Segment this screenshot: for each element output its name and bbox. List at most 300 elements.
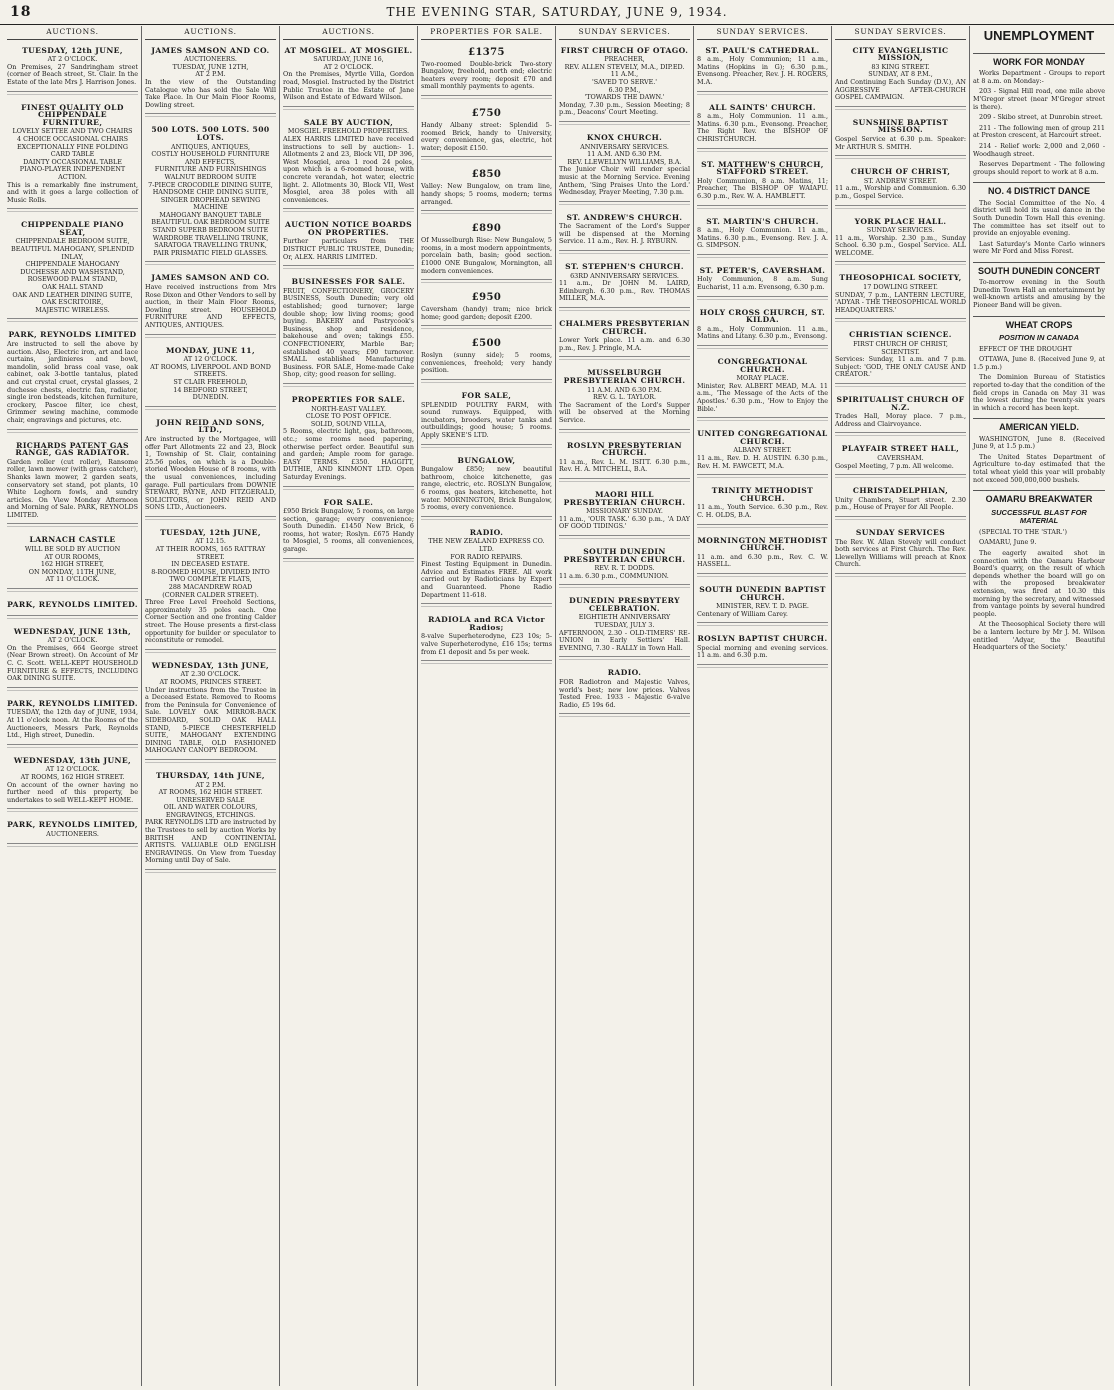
ad-line: 83 KING STREET. xyxy=(871,62,930,71)
ad-body: 8 a.m., Holy Communion; 11 a.m., Matins (Hopkins in G); 6.30 p.m., Evensong. Preacher, Rev. J. H. ROGERS, M.A. xyxy=(697,55,828,86)
unemployment-headline: UNEMPLOYMENT xyxy=(983,28,1095,43)
advertisement xyxy=(283,275,414,384)
ad-title: RADIO. xyxy=(607,668,642,678)
ad-line: 11 A.M., xyxy=(610,70,639,79)
ad-line: UNRESERVED SALE xyxy=(176,795,245,804)
ad-line: 'TOWARDS THE DAWN.' xyxy=(584,93,665,102)
news-paragraph: Works Department - Groups to report at 8 a.m. on Monday:- xyxy=(973,69,1105,85)
advertisement xyxy=(145,123,276,262)
ad-body: SPLENDID POULTRY FARM, with sound runways. Equipped, with incubators, brooders, water tanks and outbuildings; good house; 5 rooms. Apply SKENE'S LTD. xyxy=(421,400,552,440)
text-filler xyxy=(559,587,690,592)
page-number: 18 xyxy=(10,4,32,20)
text-filler xyxy=(697,348,828,353)
ad-body: Are instructed by the Mortgagee, will offer Part Allotments 22 and 23, Block 1, Township of St. Clair, containing 25.56 poles, on which is a Double-storied Wooden House of 8 rooms, with the usual conveniences, including garage. Full particulars from DOWNIE STEWART, PAYNE, AND FITZGERALD, SOLICITORS, or JOHN REID AND SONS LTD., Auctioneers. xyxy=(145,434,276,512)
ad-line: 8-ROOMED HOUSE, DIVIDED INTO TWO COMPLETE FLATS, xyxy=(151,567,270,584)
news-headline: NO. 4 DISTRICT DANCE xyxy=(973,182,1105,199)
ad-line: WILL BE SOLD BY AUCTION xyxy=(24,545,121,554)
ad-body: The Sacrament of the Lord's Supper will be observed at the Morning Service. xyxy=(559,400,690,424)
ad-body: 11 a.m., Rev. L. M. ISITT. 6.30 p.m., Rev. H. A. MITCHELL, B.A. xyxy=(559,457,690,474)
column-heading: SUNDAY SERVICES. xyxy=(835,26,966,40)
column-heading: AUCTIONS. xyxy=(145,26,276,40)
ad-title: £850 xyxy=(471,169,502,181)
advertisement xyxy=(7,818,138,843)
ad-body: Gospel Meeting, 7 p.m. All welcome. xyxy=(835,461,954,470)
ad-line: ST CLAIR FREEHOLD, xyxy=(173,377,248,386)
news-paragraph: OTTAWA, June 8. (Received June 9, at 1.5 p.m.) xyxy=(973,355,1105,371)
text-filler xyxy=(145,872,276,877)
text-filler xyxy=(697,625,828,630)
advertisement xyxy=(421,454,552,517)
news-paragraph: The eagerly awaited shot in connection with the Oamaru Harbour Board's quarry, on the result of which depends whether the board will go on with the proposed breakwater extension, was fired at 10.30 this morning by the secretary, and witnessed from vantage points by several hundred people. xyxy=(973,549,1105,618)
advertisement xyxy=(7,598,138,616)
advertisement xyxy=(7,44,138,92)
text-filler xyxy=(835,386,966,391)
ad-title: PROPERTIES FOR SALE. xyxy=(291,394,406,404)
ad-title: CHRISTIAN SCIENCE. xyxy=(849,330,952,340)
advertisement xyxy=(835,165,966,205)
text-filler xyxy=(145,116,276,121)
text-filler xyxy=(283,489,414,494)
text-filler xyxy=(559,432,690,437)
advertisement xyxy=(835,393,966,433)
column-auctions-2 xyxy=(142,26,280,1386)
ad-title: PARK, REYNOLDS LIMITED. xyxy=(7,600,138,610)
text-filler xyxy=(421,447,552,452)
ad-title: MONDAY, JUNE 11, xyxy=(166,345,255,355)
advertisement xyxy=(145,769,276,870)
ad-title: MAORI HILL PRESBYTERIAN CHURCH. xyxy=(563,489,686,507)
ad-line: THE NEW ZEALAND EXPRESS CO. LTD. xyxy=(428,537,545,553)
column-auctions-1 xyxy=(4,26,142,1386)
ad-title: TRINITY METHODIST CHURCH. xyxy=(711,486,814,503)
ad-line: (CORNER CALDER STREET). xyxy=(162,590,259,599)
advertisement xyxy=(697,44,828,92)
advertisement xyxy=(7,697,138,745)
ad-body: PARK REYNOLDS LTD are instructed by the Trustees to sell by auction Works by BRITISH AND CONTINENTAL ARTISTS. VALUABLE OLD ENGLISH ENGRAVINGS. On View from Tuesday Morning until Day of Sale. xyxy=(145,818,276,865)
advertisement xyxy=(7,533,138,589)
text-filler xyxy=(835,519,966,524)
advertisement xyxy=(697,158,828,206)
ad-line: AT 12.15. xyxy=(195,537,226,546)
ad-body: AFTERNOON, 2.30 - OLD-TIMERS' RE-UNION in Early Settlers' Hall. EVENING, 7.30 - RALLY in Town Hall. xyxy=(559,628,690,652)
ad-line: SUNDAY SERVICES. xyxy=(866,226,935,235)
advertisement xyxy=(559,666,690,714)
news-subheadline: POSITION IN CANADA xyxy=(998,332,1079,342)
news-paragraph: To-morrow evening in the South Dunedin Town Hall an entertainment by well-known artists and amusing by the Pioneer Band will be given. xyxy=(973,278,1105,310)
ad-line: IN DECEASED ESTATE. xyxy=(171,560,250,569)
news-paragraph: 203 - Signal Hill road, one mile above M'Gregor street (near M'Gregor street is there). xyxy=(973,87,1105,111)
ad-line: DAINTY OCCASIONAL TABLE xyxy=(23,157,122,166)
ad-body: Under instructions from the Trustee in a Deceased Estate. Removed to Rooms from the Peninsula for Convenience of Sale. LOVELY OAK MIRROR-BACK SIDEBOARD, SOLID OAK HALL STAND, 5-PIECE CHESTERFIELD SUITE, MAHOGANY EXTENDING DINING TABLE, OLD FASHIONED MAHOGANY CANOPY BEDROOM. xyxy=(145,685,276,755)
ad-body: Finest Testing Equipment in Dunedin. Advice and Estimates FREE. All work carried out by Radioticians by Expert and Guaranteed. Phone Radio Department 11-618. xyxy=(421,560,552,599)
ad-title: FINEST QUALITY OLD CHIPPENDALE FURNITURE, xyxy=(21,102,124,127)
ad-line: REV. G. L. TAYLOR. xyxy=(592,393,657,402)
column-sunday-services-3 xyxy=(832,26,970,1386)
text-filler xyxy=(421,328,552,333)
advertisement xyxy=(7,625,138,688)
ad-line: 11 A.M. AND 6.30 P.M. xyxy=(587,385,662,394)
text-filler xyxy=(283,268,414,273)
ad-line: AT 2 O'CLOCK. xyxy=(323,62,374,71)
ad-body: 8 a.m., Holy Communion. 11 a.m., Matins. 6.30 p.m., Evensong. Preacher, The Right Rev. the BISHOP OF CHRISTCHURCH. xyxy=(697,112,828,143)
text-filler xyxy=(283,109,414,114)
advertisement xyxy=(145,659,276,760)
ad-title: CHIPPENDALE PIANO SEAT, xyxy=(21,220,124,237)
text-filler xyxy=(7,211,138,216)
advertisement xyxy=(559,211,690,251)
ad-body: Are instructed to sell the above by auction. Also, Electric iron, art and lace curtains, jardinieres and bowl, mandolin, solid brass coal vase, oak cabinet, oak 3-bottle tantalus, plated and cut crystal cruet, crystal glasses, 2 duchesse chests, electric fan, radiator, single iron bedsteads, kitchen furniture, crockery, Pascoe filter, ice chest, Grimmer sewing machine, commode chair, engravings and pictures, etc. xyxy=(7,340,138,424)
column-sunday-services-1 xyxy=(556,26,694,1386)
ad-body: This is a remarkably fine instrument, and with it goes a large collection of Music Rolls. xyxy=(7,180,138,204)
text-filler xyxy=(697,576,828,581)
ad-line: AT 2 O'CLOCK. xyxy=(47,636,98,645)
ad-body: The Sacrament of the Lord's Supper will be dispensed at the Morning Service. 11 a.m., Rev. H. J. RYBURN. xyxy=(559,222,690,246)
ad-title: AT MOSGIEL. AT MOSGIEL. xyxy=(284,45,413,55)
ad-line: ALBANY STREET. xyxy=(733,446,792,455)
text-filler xyxy=(697,299,828,304)
ad-line: FOR RADIO REPAIRS. xyxy=(450,552,523,561)
ad-title: CITY EVANGELISTIC MISSION, xyxy=(852,45,949,63)
ad-title: ROSLYN BAPTIST CHURCH. xyxy=(697,634,828,644)
ad-line: 17 DOWLING STREET. xyxy=(863,283,938,292)
ad-body: Two-roomed Double-brick Two-story Bungalow, freehold, north end; electric heaters every room; deposit £70 and small monthly payments to agents. xyxy=(421,59,552,91)
ad-line: AT 2 O'CLOCK. xyxy=(47,55,98,64)
ad-body: Valley: New Bungalow, on tram line, handy shops; 5 rooms, modern; terms arranged. xyxy=(421,182,552,206)
ad-title: JOHN REID AND SONS, LTD., xyxy=(156,417,265,435)
ad-title: UNITED CONGREGATIONAL CHURCH. xyxy=(697,429,828,446)
ad-line: MINISTER, REV. T. D. PAGE. xyxy=(716,602,809,611)
column-heading: AUCTIONS. xyxy=(7,26,138,40)
advertisement xyxy=(835,271,966,319)
ad-title: ST. PAUL'S CATHEDRAL. xyxy=(705,45,820,55)
advertisement xyxy=(283,218,414,266)
ad-title: BUSINESSES FOR SALE. xyxy=(291,277,406,287)
ad-body: On Premises, 27 Sandringham street (corner of Beach street, St. Clair. In the Estate of the late Mrs J. Harrison Jones. xyxy=(7,62,138,86)
ad-title: YORK PLACE HALL. xyxy=(854,216,947,226)
ad-line: EIGHTIETH ANNIVERSARY xyxy=(578,613,671,622)
news-paragraph: EFFECT OF THE DROUGHT xyxy=(979,344,1073,353)
ad-body: Trades Hall, Moray place. 7 p.m., Address and Clairvoyance. xyxy=(835,412,966,428)
ad-body: On the Premises, 664 George street (Near Brown street). On Account of Mr C. C. Scott. WELL-KEPT HOUSEHOLD FURNITURE & EFFECTS, INCLUDING OAK DINING SUITE. xyxy=(7,643,138,683)
ad-line: 14 BEDFORD STREET, xyxy=(173,385,248,394)
text-filler xyxy=(697,257,828,262)
text-filler xyxy=(697,208,828,213)
text-filler xyxy=(7,432,138,437)
ad-body: Lower York place. 11 a.m. and 6.30 p.m., Rev. J. Pringle, M.A. xyxy=(559,336,690,352)
text-filler xyxy=(559,310,690,315)
text-filler xyxy=(835,264,966,269)
ad-title: ST. ANDREW'S CHURCH. xyxy=(566,212,683,222)
ad-body: 8-valve Superheterodyne, £23 10s; 5-valve Superheterodyne, £16 15s; terms from £1 deposit and 5s per week. xyxy=(421,632,552,656)
column-auctions-3 xyxy=(280,26,418,1386)
ad-body: On account of the owner having no further need of this property, be undertakes to sell WELL-KEPT HOME. xyxy=(7,780,138,804)
text-filler xyxy=(145,519,276,524)
text-filler xyxy=(559,481,690,486)
ad-title: £500 xyxy=(471,338,502,350)
text-filler xyxy=(559,359,690,364)
ad-line: AT 2.30 O'CLOCK. xyxy=(180,670,241,679)
advertisement xyxy=(421,389,552,445)
ad-title: THEOSOPHICAL SOCIETY, xyxy=(839,273,962,283)
ad-line: FIRST CHURCH OF CHRIST, SCIENTIST. xyxy=(853,340,948,356)
advertisement xyxy=(421,166,552,211)
text-filler xyxy=(283,211,414,216)
ad-title: ST. PETER'S, CAVERSHAM. xyxy=(699,265,826,275)
column-heading: AUCTIONS. xyxy=(283,26,414,40)
ad-body: 11 a.m., Rev. D. H. AUSTIN. 6.30 p.m., Rev. H. M. FAWCETT, M.A. xyxy=(697,453,828,470)
ad-title: SUNDAY SERVICES xyxy=(855,527,946,537)
ad-line: SOLID, SOUND VILLA, xyxy=(310,419,387,428)
ad-line: ANTIQUES, ANTIQUES, xyxy=(171,142,250,151)
ad-title: RADIOLA and RCA Victor Radios; xyxy=(428,615,545,632)
ad-line: FURNITURE AND FURNISHINGS xyxy=(154,165,267,174)
ad-title: CHURCH OF CHRIST, xyxy=(850,167,951,177)
ad-body: ALEX HARRIS LIMITED have received instructions to sell by auction:- 1. Allotments 2 and 23, Block VII, DP 396, West Mosgiel, area 1 rood 24 poles, upon which is a 6-roomed house, with concrete verandah, hot water, electric light. 2. Allotments 30, Block VII, West Mosgiel, area 38 poles with all conveniences. xyxy=(283,134,414,204)
ad-body: 8 a.m., Holy Communion. 11 a.m., Matins and Litany. 6.30 p.m., Evensong. xyxy=(697,324,828,341)
ad-title: ST. STEPHEN'S CHURCH. xyxy=(565,262,684,272)
ad-title: FOR SALE. xyxy=(323,497,374,507)
column-sunday-services-2 xyxy=(694,26,832,1386)
ad-line: MAJESTIC WIRELESS. xyxy=(35,305,110,314)
ad-line: COSTLY HOUSEHOLD FURNITURE AND EFFECTS, xyxy=(151,150,270,166)
ad-line: LOVELY SETTEE AND TWO CHAIRS xyxy=(12,127,133,136)
ad-line: PAIR PRISMATIC FIELD GLASSES. xyxy=(153,248,268,257)
ad-line: DUNEDIN. xyxy=(192,393,229,402)
text-filler xyxy=(7,321,138,326)
text-filler xyxy=(145,762,276,767)
advertisement xyxy=(7,218,138,319)
ad-title: RICHARDS PATENT GAS RANGE, GAS RADIATOR. xyxy=(15,440,130,458)
text-filler xyxy=(421,98,552,103)
text-filler xyxy=(835,109,966,114)
ad-line: AT 11 O'CLOCK. xyxy=(45,575,100,584)
ad-body: On the Premises, Myrtle Villa, Gordon road, Mosgiel. Instructed by the District Public Trustee in the Estate of Jane Wilson and Estate of Edward Wilson. xyxy=(283,70,414,102)
text-filler xyxy=(7,747,138,752)
ad-line: AUCTIONEERS. xyxy=(46,829,99,838)
ad-line: AT 2 P.M. xyxy=(195,70,226,79)
text-filler xyxy=(559,659,690,664)
ad-line: REV. R. T. DODDS. xyxy=(594,564,655,573)
text-filler xyxy=(145,409,276,414)
ad-title: £1375 xyxy=(468,46,505,58)
text-filler xyxy=(421,519,552,524)
ad-body: Centenary of William Carey. xyxy=(697,609,788,618)
news-paragraph: 209 - Skibo street, at Dunrobin street. xyxy=(979,113,1103,122)
advertisement xyxy=(283,116,414,210)
text-filler xyxy=(697,94,828,99)
ad-body: The Rev. W. Allan Stevely will conduct both services at First Church. The Rev. Llewellyn Williams will preach at Knox Church. xyxy=(835,537,966,569)
text-filler xyxy=(283,561,414,566)
ad-body: 11 a.m., 'OUR TASK.' 6.30 p.m., 'A DAY OF GOOD TIDINGS.' xyxy=(559,514,690,531)
text-filler xyxy=(7,94,138,99)
ad-title: SPIRITUALIST CHURCH OF N.Z. xyxy=(836,395,965,412)
ad-line: OIL AND WATER COLOURS, ENGRAVINGS, ETCHINGS. xyxy=(163,803,258,819)
ad-line: OAK HALL STAND xyxy=(42,283,103,292)
ad-title: LARNACH CASTLE xyxy=(29,535,116,545)
ad-body: Further particulars from THE DISTRICT PUBLIC TRUSTEE, Dunedin; Or, ALEX. HARRIS LIMITED. xyxy=(283,237,414,261)
text-filler xyxy=(421,213,552,218)
advertisement xyxy=(835,215,966,263)
ad-line: SATURDAY, JUNE 16, xyxy=(313,55,384,64)
ad-title: WEDNESDAY, 13th JUNE, xyxy=(13,755,132,765)
ad-line: STAND SUPERB BEDROOM SUITE xyxy=(152,226,269,235)
ad-line: CHIPPENDALE MAHOGANY DUCHESSE AND WASHSTAND, xyxy=(20,260,125,276)
advertisement xyxy=(145,271,276,334)
newspaper-title: THE EVENING STAR, SATURDAY, JUNE 9, 1934. xyxy=(386,5,728,19)
advertisement xyxy=(559,594,690,657)
advertisement xyxy=(421,289,552,326)
ad-body: And Continuing Each Sunday (D.V.), AN AGGRESSIVE AFTER-CHURCH GOSPEL CAMPAIGN. xyxy=(835,77,966,102)
ad-line: AT 12 O'CLOCK. xyxy=(183,355,238,364)
advertisement xyxy=(421,105,552,157)
ad-title: FOR SALE, xyxy=(461,391,512,401)
ad-title: PARK, REYNOLDS LIMITED xyxy=(8,330,137,340)
ad-body: TUESDAY, the 12th day of JUNE, 1934, At 11 o'clock noon. At the Rooms of the Auctioneers, Messrs Park, Reynolds Ltd., High street, Dunedin. xyxy=(7,708,138,740)
ad-title: CONGREGATIONAL CHURCH. xyxy=(717,357,808,374)
ad-title: PLAYFAIR STREET HALL, xyxy=(841,444,960,454)
ad-title: PARK, REYNOLDS LIMITED. xyxy=(7,698,138,708)
ad-line: CLOSE TO POST OFFICE. xyxy=(305,412,392,421)
advertisement xyxy=(7,101,138,210)
news-subheadline: SUCCESSFUL BLAST FOR MATERIAL xyxy=(991,507,1087,526)
text-filler xyxy=(7,811,138,816)
ad-body: 11 a.m. and 6.30 p.m., Rev. C. W. HASSELL. xyxy=(697,552,828,569)
ad-body: FOR Radiotron and Majestic Valves, world's best; new low prices. Valves Tested Free. 1933 - Majestic 6-valve Radio, £5 19s 6d. xyxy=(559,678,690,709)
advertisement xyxy=(559,488,690,536)
text-filler xyxy=(835,208,966,213)
ad-body: Bungalow £850; new beautiful bathroom, choice kitchenette, gas range, electric, etc. ROSLYN Bungalow, 6 rooms, gas heaters, kitchenette, hot water. MORNINGTON, Brick Bungalow, 5 rooms, every convenience. xyxy=(421,465,552,512)
advertisement xyxy=(835,484,966,517)
ad-title: WEDNESDAY, 13th JUNE, xyxy=(151,660,270,670)
ad-line: ROSEWOOD PALM STAND, xyxy=(27,275,118,284)
ad-line: OAK ESCRITOIRE, xyxy=(41,298,104,307)
text-filler xyxy=(697,151,828,156)
ad-line: PREACHER, xyxy=(604,55,645,64)
ad-title: TUESDAY, 12th JUNE, xyxy=(160,527,261,537)
advertisement xyxy=(697,427,828,475)
advertisement xyxy=(697,215,828,255)
advertisement xyxy=(835,116,966,156)
ad-line: AT ROOMS, 162 HIGH STREET. xyxy=(158,788,263,797)
ad-title: BUNGALOW, xyxy=(457,455,516,465)
text-filler xyxy=(559,253,690,258)
ad-body: Have received instructions from Mrs Rose Dixon and Other Vendors to sell by auction, in their Main Floor Rooms, Dowling street. HOUSEHOLD FURNITURE AND EFFECTS, ANTIQUES, ANTIQUES. xyxy=(145,283,276,329)
advertisement xyxy=(421,613,552,661)
ad-body: 8 a.m., Holy Communion. 11 a.m., Matins. 6.30 p.m., Evensong. Rev. J. A. G. SIMPSON. xyxy=(697,226,828,250)
ad-title: FIRST CHURCH OF OTAGO. xyxy=(560,45,689,55)
text-filler xyxy=(697,527,828,532)
ad-body: 5 Rooms, electric light, gas, bathroom, etc.; some rooms need papering, otherwise perfect order. Beautiful sun and garden; Ample room for garage. EASY TERMS. £350. HAGGITT, DUTHIE, AND KINMONT LTD. Open Saturday Evenings. xyxy=(283,427,414,481)
text-filler xyxy=(421,382,552,387)
ad-title: DUNEDIN PRESBYTERY CELEBRATION. xyxy=(569,596,680,613)
news-paragraph: 211 - The following men of group 211 at Preston crescent, at Harcourt street. xyxy=(973,123,1105,140)
ad-line: WARDROBE TRAVELLING TRUNK, xyxy=(152,233,269,242)
advertisement xyxy=(421,526,552,604)
ad-body: Caversham (handy) tram; nice brick home; good garden; deposit £200. xyxy=(421,305,552,321)
advertisement xyxy=(283,393,414,487)
ad-line: AT 12 O'CLOCK. xyxy=(45,765,100,774)
advertisement xyxy=(835,442,966,475)
ad-body: 11 a.m., Worship. 2.30 p.m., Sunday School. 6.30 p.m., Gospel Service. ALL WELCOME. xyxy=(835,233,966,257)
news-paragraph: (SPECIAL TO THE 'STAR.') xyxy=(979,527,1067,536)
text-filler xyxy=(697,420,828,425)
ad-title: £950 xyxy=(471,292,502,304)
ad-line: PIANO-PLAYER INDEPENDENT ACTION. xyxy=(19,165,126,181)
column-heading: SUNDAY SERVICES. xyxy=(559,26,690,40)
ad-title: JAMES SAMSON AND CO. xyxy=(151,45,270,55)
advertisement xyxy=(145,44,276,115)
ad-title: KNOX CHURCH. xyxy=(586,132,663,142)
text-filler xyxy=(7,690,138,695)
ad-title: AUCTION NOTICE BOARDS ON PROPERTIES. xyxy=(284,220,413,237)
text-filler xyxy=(421,663,552,668)
ad-line: AT ROOMS, 162 HIGH STREET. xyxy=(20,772,125,781)
ad-line: 162 HIGH STREET, xyxy=(40,560,105,569)
ad-title: JAMES SAMSON AND CO. xyxy=(151,273,270,283)
news-headline: WORK FOR MONDAY xyxy=(973,53,1105,70)
ad-title: SOUTH DUNEDIN BAPTIST CHURCH. xyxy=(699,584,826,602)
ad-line: TUESDAY, JULY 3. xyxy=(594,621,655,630)
news-headline: WHEAT CROPS xyxy=(973,316,1105,333)
ad-title: £750 xyxy=(471,107,502,119)
ad-line: TUESDAY, JUNE 12TH, xyxy=(172,62,249,71)
ad-line: HANDSOME CHIP. DINING SUITE, xyxy=(152,188,269,197)
ad-body: 11 a.m., Youth Service. 6.30 p.m., Rev. C. H. OLDS, B.A. xyxy=(697,503,828,519)
text-filler xyxy=(145,264,276,269)
advertisement xyxy=(559,545,690,585)
ad-line: AT OUR ROOMS, xyxy=(44,552,101,561)
ad-body: £950 Brick Bungalow, 5 rooms, on large section, garage; every convenience; South Dunedin. £1450 New Brick, 6 rooms, hot water; Roslyn. £675 Handy to Mosgiel, 5 rooms, all conveniences, garage. xyxy=(283,507,414,554)
text-filler xyxy=(421,282,552,287)
text-filler xyxy=(559,538,690,543)
ad-body: Roslyn (sunny side); 5 rooms, conveniences, freehold; very handy position. xyxy=(421,351,552,375)
text-filler xyxy=(7,591,138,596)
advertisement xyxy=(835,526,966,574)
ad-line: 63RD ANNIVERSARY SERVICES. xyxy=(570,271,679,280)
ad-body: FRUIT, CONFECTIONERY, GROCERY BUSINESS, South Dunedin; very old established; good turnover; large double shop; low living rooms; good buying. BAKERY and Pastrycook's Business, shop and residence, bakehouse and oven; takings £55. CONFECTIONERY, Marble Bar; established 40 years; £90 turnover. SMALL established Manufacturing Business. FOR SALE, Home-made Cake Shop, city; good reason for selling. xyxy=(283,286,414,379)
ad-body: Of Musselburgh Rise: New Bungalow, 5 rooms, in a most modern appointments, porcelain bath, basin; good section. £1000 ONE Bungalow, Mornington, all modern conveniences. xyxy=(421,236,552,275)
ad-body: Garden roller (cut roller), Ransome roller, lawn mower (with grass catcher), Shanks lawn mower, 2 garden seats, conservatory set stand, pot plants, 10 White Leghorn fowls, and sundry articles. On View Monday Afternoon and Morning of Sale. PARK, REYNOLDS LIMITED. xyxy=(7,457,138,519)
text-filler xyxy=(835,576,966,581)
text-filler xyxy=(145,652,276,657)
ad-line: AT ROOMS, LIVERPOOL AND BOND STREETS. xyxy=(150,362,271,379)
masthead xyxy=(0,0,1114,25)
ad-title: SALE BY AUCTION, xyxy=(303,117,394,127)
ad-line: AUCTIONEERS. xyxy=(184,55,237,64)
text-filler xyxy=(835,321,966,326)
text-filler xyxy=(559,716,690,721)
advertisement xyxy=(697,355,828,418)
news-paragraph: WASHINGTON, June 8. (Received June 9, at 1.5 p.m.) xyxy=(973,434,1105,451)
ad-body: 11 a.m. 6.30 p.m., COMMUNION. xyxy=(559,571,669,580)
ad-body: Minister, Rev. ALBERT MEAD, M.A. 11 a.m., 'The Message of the Acts of the Apostles.' 6.30 p.m., 'How to Enjoy the Bible.' xyxy=(697,381,828,413)
ad-body: Unity Chambers, Stuart street. 2.30 p.m., House of Prayer for All People. xyxy=(835,495,966,512)
ad-body: Handy Albany street: Splendid 5-roomed Brick, handy to University, every convenience, gas, electric, hot water; deposit £150. xyxy=(421,120,552,152)
advertisement xyxy=(559,317,690,357)
ad-body: Gospel Service at 6.30 p.m. Speaker: Mr ARTHUR S. SMITH. xyxy=(835,134,966,151)
ad-title: HOLY CROSS CHURCH, ST. KILDA. xyxy=(699,307,826,325)
ad-line: 4 CHOICE OCCASIONAL CHAIRS xyxy=(17,134,128,143)
ad-body: 11 a.m., Worship and Communion. 6.30 p.m., Gospel Service. xyxy=(835,184,966,200)
text-filler xyxy=(7,526,138,531)
ad-line: WALNUT BEDROOM SUITE xyxy=(164,172,257,181)
text-filler xyxy=(7,846,138,851)
advertisement xyxy=(697,484,828,524)
ad-line: REV. ALLEN STEVELY, M.A., DIP.ED. xyxy=(564,62,685,71)
advertisement xyxy=(7,439,138,525)
ad-line: SARATOGA TRAVELLING TRUNK, xyxy=(154,241,267,250)
ad-body: In the view of the Outstanding Catalogue who has sold the Sale Will Take Place. In Our Main Floor Rooms, Dowling street. xyxy=(145,77,276,109)
